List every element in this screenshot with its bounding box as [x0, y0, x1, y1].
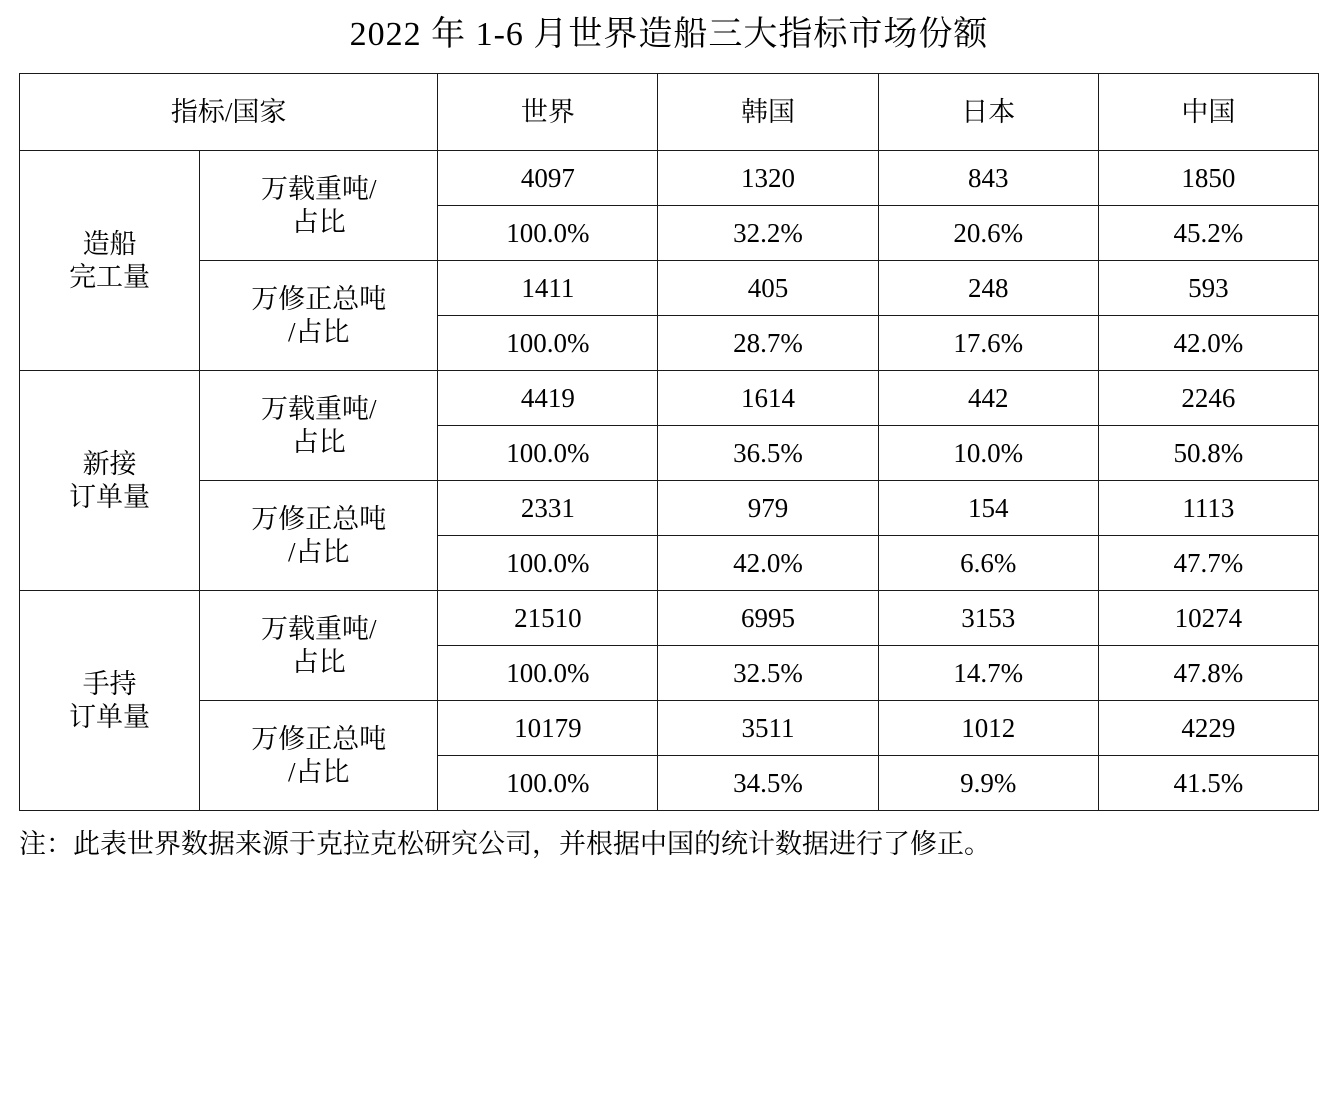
group-label-completion	[20, 151, 200, 371]
unit-label-dwt	[200, 151, 438, 261]
cell-share: 100.0%	[438, 646, 658, 701]
unit-label-dwt	[200, 591, 438, 701]
cell-share: 100.0%	[438, 426, 658, 481]
unit-label-line2: 占比	[291, 206, 346, 237]
unit-label-dwt	[200, 371, 438, 481]
cell-value: 6995	[658, 591, 878, 646]
cell-share: 45.2%	[1098, 206, 1318, 261]
unit-label-cgt	[200, 261, 438, 371]
unit-label-line1: 万修正总吨	[251, 723, 387, 754]
cell-value: 442	[878, 371, 1098, 426]
cell-value: 4419	[438, 371, 658, 426]
cell-share: 100.0%	[438, 316, 658, 371]
unit-label-line2: 占比	[291, 426, 346, 457]
table-row	[20, 151, 1319, 206]
cell-share: 34.5%	[658, 756, 878, 811]
cell-share: 20.6%	[878, 206, 1098, 261]
cell-share: 17.6%	[878, 316, 1098, 371]
market-share-table	[19, 73, 1319, 811]
cell-share: 47.8%	[1098, 646, 1318, 701]
header-indicator-country: 指标/国家	[20, 74, 438, 151]
cell-share: 14.7%	[878, 646, 1098, 701]
unit-label-line2: /占比	[287, 316, 350, 347]
cell-share: 32.5%	[658, 646, 878, 701]
group-label-line1: 新接	[82, 448, 137, 479]
cell-value: 3153	[878, 591, 1098, 646]
table-row	[20, 371, 1319, 426]
cell-value: 248	[878, 261, 1098, 316]
cell-value: 979	[658, 481, 878, 536]
cell-share: 47.7%	[1098, 536, 1318, 591]
cell-share: 10.0%	[878, 426, 1098, 481]
unit-label-line1: 万修正总吨	[251, 283, 387, 314]
cell-value: 1850	[1098, 151, 1318, 206]
group-label-line2: 完工量	[69, 261, 151, 292]
cell-value: 2331	[438, 481, 658, 536]
cell-value: 21510	[438, 591, 658, 646]
unit-label-line2: 占比	[291, 646, 346, 677]
cell-value: 1411	[438, 261, 658, 316]
cell-value: 405	[658, 261, 878, 316]
unit-label-line2: /占比	[287, 756, 350, 787]
cell-share: 100.0%	[438, 756, 658, 811]
cell-share: 28.7%	[658, 316, 878, 371]
unit-label-cgt	[200, 701, 438, 811]
header-world: 世界	[438, 74, 658, 151]
unit-label-cgt	[200, 481, 438, 591]
unit-label-line1: 万载重吨/	[260, 613, 377, 644]
cell-value: 2246	[1098, 371, 1318, 426]
header-china: 中国	[1098, 74, 1318, 151]
group-label-new-orders	[20, 371, 200, 591]
unit-label-line1: 万载重吨/	[260, 393, 377, 424]
cell-value: 10179	[438, 701, 658, 756]
table-row	[20, 481, 1319, 536]
cell-share: 42.0%	[1098, 316, 1318, 371]
unit-label-line2: /占比	[287, 536, 350, 567]
unit-label-line1: 万修正总吨	[251, 503, 387, 534]
cell-value: 1614	[658, 371, 878, 426]
cell-share: 42.0%	[658, 536, 878, 591]
table-row	[20, 591, 1319, 646]
group-label-line1: 手持	[82, 668, 137, 699]
page-title: 2022 年 1-6 月世界造船三大指标市场份额	[349, 16, 989, 53]
cell-value: 4229	[1098, 701, 1318, 756]
cell-share: 41.5%	[1098, 756, 1318, 811]
table-note: 注：此表世界数据来源于克拉克松研究公司，并根据中国的统计数据进行了修正。	[19, 829, 991, 860]
table-row	[20, 701, 1319, 756]
table-header-row	[20, 74, 1319, 151]
cell-value: 1320	[658, 151, 878, 206]
cell-value: 1012	[878, 701, 1098, 756]
cell-share: 50.8%	[1098, 426, 1318, 481]
group-label-line1: 造船	[82, 228, 137, 259]
group-label-line2: 订单量	[69, 481, 151, 512]
cell-value: 154	[878, 481, 1098, 536]
cell-value: 3511	[658, 701, 878, 756]
cell-value: 4097	[438, 151, 658, 206]
cell-share: 32.2%	[658, 206, 878, 261]
cell-share: 9.9%	[878, 756, 1098, 811]
cell-share: 100.0%	[438, 206, 658, 261]
group-label-line2: 订单量	[69, 701, 151, 732]
header-korea: 韩国	[658, 74, 878, 151]
unit-label-line1: 万载重吨/	[260, 173, 377, 204]
cell-value: 843	[878, 151, 1098, 206]
header-japan: 日本	[878, 74, 1098, 151]
cell-share: 6.6%	[878, 536, 1098, 591]
cell-value: 1113	[1098, 481, 1318, 536]
cell-value: 593	[1098, 261, 1318, 316]
cell-share: 100.0%	[438, 536, 658, 591]
cell-share: 36.5%	[658, 426, 878, 481]
table-row	[20, 261, 1319, 316]
group-label-orderbook	[20, 591, 200, 811]
cell-value: 10274	[1098, 591, 1318, 646]
